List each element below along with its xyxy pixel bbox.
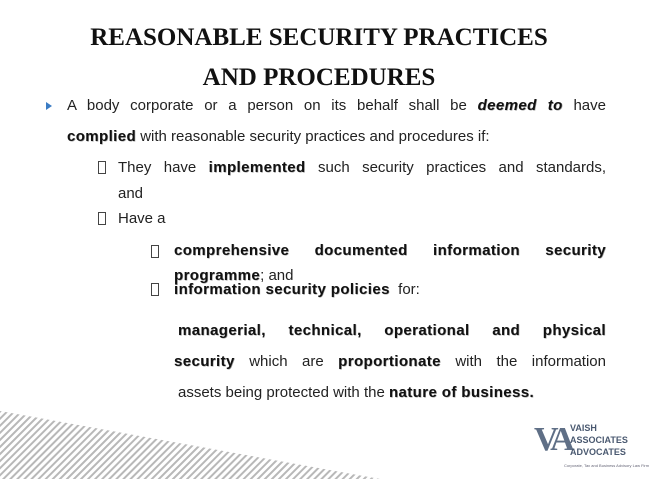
checkbox-bullet-icon xyxy=(98,161,106,174)
bullet-6-line-2: security which are proportionate with the information xyxy=(174,353,606,370)
bullet-4-line-2: programme; and xyxy=(174,267,294,284)
slide-title xyxy=(0,18,638,98)
bullet-5: information security policies for: xyxy=(174,281,420,298)
checkbox-bullet-icon xyxy=(151,245,159,258)
checkbox-bullet-icon xyxy=(151,283,159,296)
logo-line-1: VAISH xyxy=(570,423,597,433)
bullet-triangle-icon xyxy=(46,102,52,110)
logo-mark: VA xyxy=(534,421,571,458)
logo-line-3: ADVOCATES xyxy=(570,447,626,457)
title-line-2: AND PROCEDURES xyxy=(202,64,436,91)
bullet-2-line-1: They have implemented such security practices and standards, xyxy=(118,159,607,176)
vaish-associates-logo xyxy=(534,419,649,473)
bullet-1-line-1: A body corporate or a person on its behalf shall be deemed to have xyxy=(67,97,606,114)
bullet-6-line-3: assets being protected with the nature of business. xyxy=(178,384,535,401)
logo-line-2: ASSOCIATES xyxy=(570,435,628,445)
logo-tagline: Corporate, Tax and Business Advisory Law Firm xyxy=(564,463,649,468)
bullet-2-line-2: and xyxy=(118,185,144,202)
title-line-1: REASONABLE SECURITY PRACTICES xyxy=(90,24,548,51)
bullet-1-line-2: complied with reasonable security practices and procedures if: xyxy=(67,128,490,145)
bullet-6-line-1: managerial, technical, operational and physical xyxy=(178,322,606,339)
bullet-4-line-1: comprehensive documented information security xyxy=(174,242,606,259)
bullet-3: Have a xyxy=(118,210,166,227)
checkbox-bullet-icon xyxy=(98,212,106,225)
